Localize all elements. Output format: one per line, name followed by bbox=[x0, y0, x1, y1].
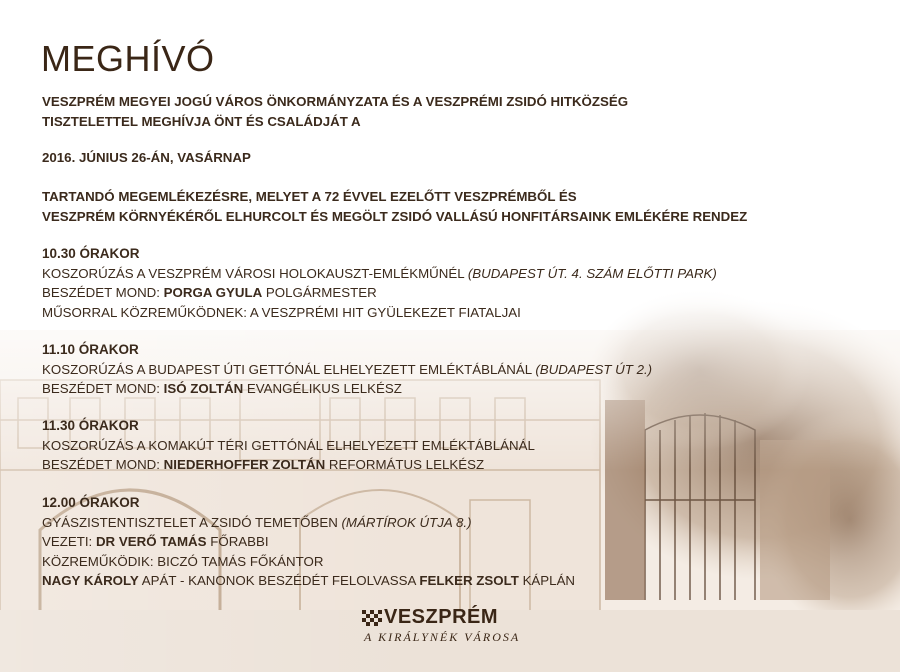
event-action bbox=[42, 264, 717, 284]
speech-prefix: BESZÉDET MOND: bbox=[42, 285, 160, 300]
lead-prefix: VEZETI: bbox=[42, 534, 93, 549]
event-1030 bbox=[42, 244, 717, 322]
speaker-role: REFORMÁTUS LELKÉSZ bbox=[328, 457, 485, 472]
event-time: 10.30 ÓRAKOR bbox=[42, 246, 140, 261]
event-action: KOSZORÚZÁS A KOMAKÚT TÉRI GETTÓNÁL ELHELYEZETT EMLÉKTÁBLÁNÁL bbox=[42, 437, 535, 453]
speaker-role: EVANGÉLIKUS LELKÉSZ bbox=[246, 381, 402, 396]
event-date: 2016. JÚNIUS 26-ÁN, VASÁRNAP bbox=[42, 150, 251, 165]
event-contrib: KÖZREMŰKÖDIK: BICZÓ TAMÁS FŐKÁNTOR bbox=[42, 553, 324, 569]
event-1200 bbox=[42, 493, 575, 591]
event-action bbox=[42, 513, 575, 533]
event-speech bbox=[42, 379, 652, 399]
event-time: 11.10 ÓRAKOR bbox=[42, 342, 139, 357]
lead-name: DR VERŐ TAMÁS bbox=[95, 534, 207, 549]
reader2-role: KÁPLÁN bbox=[522, 573, 576, 588]
event-time: 12.00 ÓRAKOR bbox=[42, 495, 140, 510]
page-title: MEGHÍVÓ bbox=[41, 38, 215, 79]
reader2-name: FELKER ZSOLT bbox=[419, 573, 519, 588]
speaker-name: NIEDERHOFFER ZOLTÁN bbox=[163, 457, 326, 472]
speech-prefix: BESZÉDET MOND: bbox=[42, 457, 160, 472]
event-action-text: GYÁSZISTENTISZTELET A ZSIDÓ TEMETŐBEN bbox=[42, 514, 338, 530]
event-time: 11.30 ÓRAKOR bbox=[42, 418, 139, 433]
event-reader bbox=[42, 571, 575, 591]
intro-line-1: VESZPRÉM MEGYEI JOGÚ VÁROS ÖNKORMÁNYZATA ÉS A VESZPRÉMI ZSIDÓ HITKÖZSÉG bbox=[42, 94, 629, 109]
speaker-name: PORGA GYULA bbox=[163, 285, 263, 300]
purpose-block bbox=[42, 187, 747, 226]
intro-block bbox=[42, 92, 628, 131]
speaker-name: ISÓ ZOLTÁN bbox=[163, 381, 244, 396]
event-location: (MÁRTÍROK ÚTJA 8.) bbox=[341, 514, 472, 530]
speech-prefix: BESZÉDET MOND: bbox=[42, 381, 160, 396]
event-speech bbox=[42, 455, 535, 475]
event-location: (BUDAPEST ÚT. 4. SZÁM ELŐTTI PARK) bbox=[467, 265, 717, 281]
reader-name: NAGY KÁROLY bbox=[42, 573, 139, 588]
event-lead bbox=[42, 532, 575, 552]
event-extra: MŰSORRAL KÖZREMŰKÖDNEK: A VESZPRÉMI HIT GYÜLEKEZET FIATALJAI bbox=[42, 304, 521, 320]
purpose-line-1: TARTANDÓ MEGEMLÉKEZÉSRE, MELYET A 72 ÉVVEL EZELŐTT VESZPRÉMBŐL ÉS bbox=[42, 189, 577, 204]
reader-mid: APÁT - KANONOK BESZÉDÉT FELOLVASSA bbox=[141, 573, 416, 588]
veszprem-logo bbox=[362, 608, 542, 648]
event-1110 bbox=[42, 340, 652, 399]
intro-line-2: TISZTELETTEL MEGHÍVJA ÖNT ÉS CSALÁDJÁT A bbox=[42, 113, 361, 129]
castle-checker-icon bbox=[362, 608, 382, 628]
event-speech bbox=[42, 283, 717, 303]
date-block bbox=[42, 148, 251, 168]
speaker-role: POLGÁRMESTER bbox=[265, 285, 377, 300]
event-action-text: KOSZORÚZÁS A VESZPRÉM VÁROSI HOLOKAUSZT-EMLÉKMŰNÉL bbox=[42, 265, 465, 281]
event-action bbox=[42, 360, 652, 380]
event-action-text: KOSZORÚZÁS A BUDAPEST ÚTI GETTÓNÁL ELHELYEZETT EMLÉKTÁBLÁNÁL bbox=[42, 361, 532, 377]
logo-subtitle: A KIRÁLYNÉK VÁROSA bbox=[364, 630, 521, 644]
logo-name: VESZPRÉM bbox=[384, 606, 499, 628]
purpose-line-2: VESZPRÉM KÖRNYÉKÉRŐL ELHURCOLT ÉS MEGÖLT ZSIDÓ VALLÁSÚ HONFITÁRSAINK EMLÉKÉRE RENDEZ bbox=[42, 208, 748, 224]
event-1130 bbox=[42, 416, 535, 475]
event-location: (BUDAPEST ÚT 2.) bbox=[535, 361, 653, 377]
lead-role: FŐRABBI bbox=[210, 534, 269, 549]
